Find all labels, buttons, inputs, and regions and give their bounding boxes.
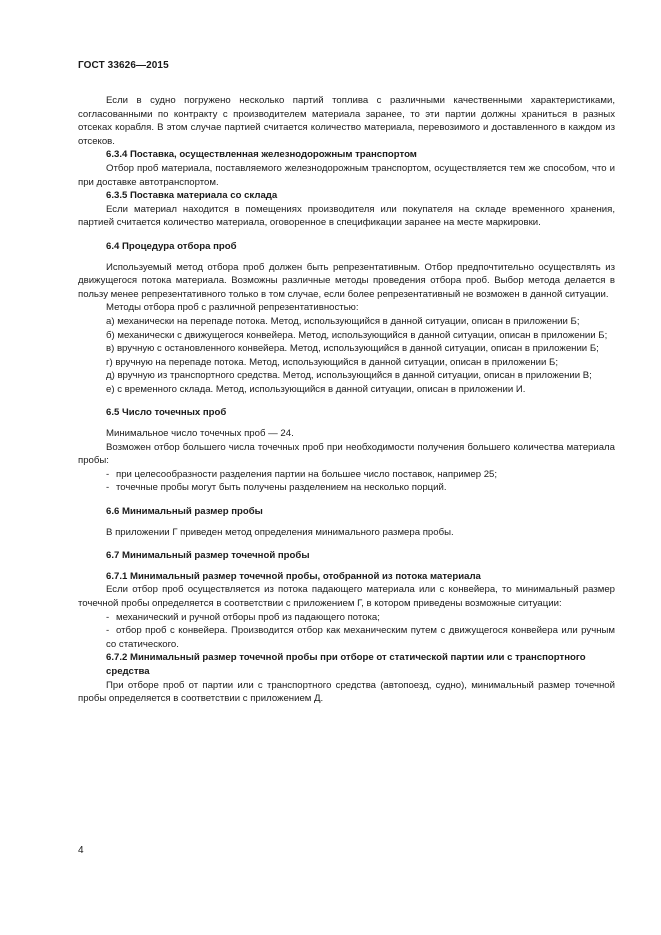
list-item [78, 481, 615, 495]
section-heading: 6.5 Число точечных проб [106, 407, 227, 419]
section-heading: 6.7.2 Минимальный размер точечной пробы при отборе от статической партии или с транспортного средства [106, 652, 586, 677]
document-header: ГОСТ 33626—2015 [78, 60, 169, 71]
section-heading: 6.3.4 Поставка, осуществленная железнодорожным транспортом [106, 149, 417, 161]
paragraph: д) вручную из транспортного средства. Метод, использующийся в данной ситуации, описан в приложении В; [106, 370, 592, 382]
paragraph: е) с временного склада. Метод, использующийся в данной ситуации, описан в приложении И. [106, 383, 526, 395]
list-item [78, 624, 615, 651]
paragraph: В приложении Г приведен метод определения минимального размера пробы. [106, 526, 454, 538]
paragraph: б) механически с движущегося конвейера. Метод, использующийся в данной ситуации, описан в приложении Б; [106, 329, 608, 341]
section-heading: 6.7.1 Минимальный размер точечной пробы, отобранной из потока материала [106, 570, 481, 582]
document-body [78, 94, 615, 706]
paragraph: При отборе проб от партии или с транспортного средства (автопоезд, судно), минимальный размер точечной пробы определяется в соответствии с приложением Д. [78, 679, 615, 705]
paragraph: Если в судно погружено несколько партий топлива с различными качественными характеристиками, согласованными по контракту с производителем материала заранее, то эти партии должны храниться в разных отсеках корабля. В этом случае партией считается количество материала, перевозимого и доставленного в каждом из отсеков. [78, 95, 615, 147]
list-item-text: при целесообразности разделения партии на большее число поставок, например 25; [116, 468, 498, 480]
paragraph: Минимальное число точечных проб — 24. [106, 428, 294, 440]
dash-marker: - [106, 611, 110, 623]
section-heading: 6.3.5 Поставка материала со склада [106, 190, 278, 202]
paragraph: Если отбор проб осуществляется из потока падающего материала или с конвейера, то минимальный размер точечной пробы определяется в соответствии с приложением Г, в котором приведены возможные ситуации: [78, 584, 615, 609]
list-item-text: механический и ручной отборы проб из падающего потока; [116, 611, 380, 623]
dash-marker: - [106, 482, 110, 494]
section-heading: 6.6 Минимальный размер пробы [106, 506, 263, 518]
paragraph: Методы отбора проб с различной репрезентативностью: [106, 302, 359, 314]
paragraph: Возможен отбор большего числа точечных проб при необходимости получения большего количества материала пробы: [78, 441, 615, 467]
section-heading: 6.4 Процедура отбора проб [106, 240, 237, 252]
paragraph: а) механически на перепаде потока. Метод, использующийся в данной ситуации, описан в приложении Б; [106, 315, 580, 327]
paragraph: Отбор проб материала, поставляемого железнодорожным транспортом, осуществляется тем же способом, что и при доставке автотранспортом. [78, 162, 615, 188]
page-number: 4 [78, 845, 84, 856]
dash-marker: - [106, 625, 110, 637]
paragraph: г) вручную на перепаде потока. Метод, использующийся в данной ситуации, описан в приложении Б; [106, 356, 559, 368]
paragraph: в) вручную с остановленного конвейера. Метод, использующийся в данной ситуации, описан в приложении Б; [106, 343, 599, 355]
dash-marker: - [106, 468, 110, 480]
list-item-text: отбор проб с конвейера. Производится отбор как механическим путем с движущегося конвейера или ручным со статического. [106, 625, 615, 650]
list-item [78, 611, 615, 625]
list-item [78, 468, 615, 482]
paragraph: Используемый метод отбора проб должен быть репрезентативным. Отбор предпочтительно осуществлять из движущегося потока материала. Возможны различные методы проведения отбора проб. Выбор метода делается в пользу менее репрезентативного только в том случае, если более репрезентативный не возможен в данной ситуации. [78, 261, 615, 300]
list-item-text: точечные пробы могут быть получены разделением на несколько порций. [116, 482, 447, 494]
paragraph: Если материал находится в помещениях производителя или покупателя на складе временного хранения, партией считается количество материала, оговоренное в спецификации заранее на месте маркировки. [78, 203, 615, 229]
section-heading: 6.7 Минимальный размер точечной пробы [106, 550, 310, 562]
